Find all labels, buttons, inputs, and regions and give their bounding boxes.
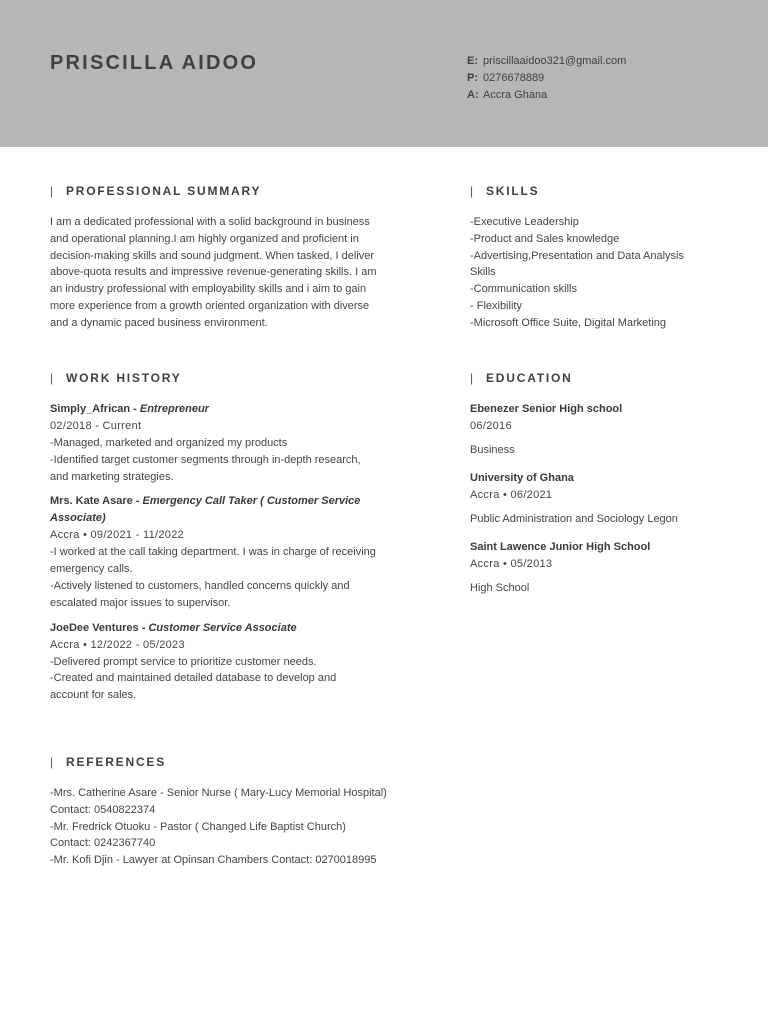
work-history-section xyxy=(50,370,424,704)
job-employer: JoeDee Ventures xyxy=(50,621,139,634)
reference-line: -Mr. Kofi Djin - Lawyer at Opinsan Chambers Contact: 0270018995 xyxy=(50,854,377,867)
references-title: REFERENCES xyxy=(66,755,167,769)
job-title xyxy=(50,620,424,637)
job-bullet: escalated major issues to supervisor. xyxy=(50,596,231,609)
job-role: Emergency Call Taker ( Customer Service Associate) xyxy=(50,495,361,525)
work-heading xyxy=(50,370,424,386)
job-bullet: emergency calls. xyxy=(50,563,133,576)
references-list xyxy=(50,785,424,869)
skills-heading xyxy=(470,183,720,199)
school-desc: High School xyxy=(470,582,530,594)
summary-text xyxy=(50,214,424,332)
education-entry xyxy=(470,401,720,459)
education-list xyxy=(470,401,720,597)
school-meta: Accra • 06/2021 xyxy=(470,489,553,501)
skill-item: -Microsoft Office Suite, Digital Marketing xyxy=(470,316,667,329)
education-section xyxy=(470,370,720,608)
job-title xyxy=(50,493,380,527)
header-band xyxy=(0,0,768,147)
job-separator: - xyxy=(132,495,143,508)
contact-block xyxy=(467,53,626,104)
job-meta: Accra • 09/2021 - 11/2022 xyxy=(50,529,185,542)
education-heading xyxy=(470,370,720,386)
section-marker: | xyxy=(50,755,54,769)
address-key: A: xyxy=(467,89,479,101)
job-title xyxy=(50,401,424,418)
reference-line: Contact: 0540822374 xyxy=(50,803,156,816)
education-title: EDUCATION xyxy=(486,371,573,385)
school-meta: 06/2016 xyxy=(470,420,512,432)
job-entry xyxy=(50,401,424,485)
job-bullet: -I worked at the call taking department. I was in charge of receiving xyxy=(50,546,376,559)
school-meta: Accra • 05/2013 xyxy=(470,558,553,570)
school-name: Saint Lawence Junior High School xyxy=(470,541,651,553)
job-bullet: -Managed, marketed and organized my products xyxy=(50,437,288,449)
job-bullet: and marketing strategies. xyxy=(50,470,174,483)
reference-line: -Mrs. Catherine Asare - Senior Nurse ( Mary-Lucy Memorial Hospital) xyxy=(50,787,387,799)
job-bullets xyxy=(50,544,424,611)
skill-item: -Communication skills xyxy=(470,283,577,296)
job-bullet: -Identified target customer segments through in-depth research, xyxy=(50,453,361,466)
job-entry xyxy=(50,620,424,704)
skill-item: - Flexibility xyxy=(470,299,522,312)
section-marker: | xyxy=(50,184,54,198)
job-bullet: account for sales. xyxy=(50,689,137,702)
job-meta: 02/2018 - Current xyxy=(50,420,142,432)
email-key: E: xyxy=(467,55,478,67)
job-bullet: -Delivered prompt service to prioritize customer needs. xyxy=(50,655,317,668)
school-desc: Public Administration and Sociology Legon xyxy=(470,513,678,525)
job-bullets xyxy=(50,435,424,485)
summary-line: above-quota results and impressive revenue-generating skills. I am xyxy=(50,266,377,279)
skills-section xyxy=(470,183,720,332)
job-employer: Simply_African xyxy=(50,403,131,415)
job-list xyxy=(50,401,424,704)
summary-title: PROFESSIONAL SUMMARY xyxy=(66,184,262,198)
job-role: Entrepreneur xyxy=(139,403,209,415)
summary-line: an industry professional with employability skills and i aim to gain xyxy=(50,283,367,296)
job-bullet: -Actively listened to customers, handled concerns quickly and xyxy=(50,579,350,592)
reference-line: Contact: 0242367740 xyxy=(50,837,156,850)
section-marker: | xyxy=(470,184,474,198)
references-section xyxy=(50,754,424,869)
school-name: Ebenezer Senior High school xyxy=(470,403,623,415)
job-role: Customer Service Associate xyxy=(148,621,297,634)
summary-line: I am a dedicated professional with a solid background in business xyxy=(50,216,370,228)
skill-item: -Product and Sales knowledge xyxy=(470,232,620,245)
job-separator: - xyxy=(130,403,140,415)
work-title: WORK HISTORY xyxy=(66,371,182,385)
references-heading xyxy=(50,754,424,770)
section-marker: | xyxy=(470,371,474,385)
summary-line: and operational planning.I am highly organized and proficient in xyxy=(50,232,359,245)
contact-phone-row xyxy=(467,70,626,87)
job-employer: Mrs. Kate Asare xyxy=(50,495,133,508)
job-bullets xyxy=(50,654,424,704)
summary-heading xyxy=(50,183,424,199)
skill-item: -Executive Leadership xyxy=(470,216,579,228)
email-value: priscillaaidoo321@gmail.com xyxy=(483,55,627,67)
education-entry xyxy=(470,470,720,528)
contact-email-row xyxy=(467,53,626,70)
summary-section xyxy=(50,183,424,332)
skills-list xyxy=(470,214,720,332)
candidate-name: PRISCILLA AIDOO xyxy=(50,52,259,74)
job-separator: - xyxy=(138,621,149,634)
summary-line: and a dynamic paced business environment. xyxy=(50,316,268,329)
address-value: Accra Ghana xyxy=(483,89,548,101)
skill-item: -Advertising,Presentation and Data Analysis xyxy=(470,249,685,262)
school-desc: Business xyxy=(470,444,515,456)
summary-line: more experience from a growth oriented organization with diverse xyxy=(50,299,370,312)
job-entry xyxy=(50,493,424,611)
school-name: University of Ghana xyxy=(470,472,574,484)
section-marker: | xyxy=(50,371,54,385)
skills-title: SKILLS xyxy=(486,184,540,198)
reference-line: -Mr. Fredrick Otuoku - Pastor ( Changed Life Baptist Church) xyxy=(50,820,346,833)
contact-address-row xyxy=(467,87,626,104)
education-entry xyxy=(470,539,720,597)
phone-value: 0276678889 xyxy=(483,72,545,84)
job-bullet: -Created and maintained detailed database to develop and xyxy=(50,672,337,685)
job-meta: Accra • 12/2022 - 05/2023 xyxy=(50,638,185,651)
skill-item: Skills xyxy=(470,266,496,279)
phone-key: P: xyxy=(467,72,478,84)
summary-line: decision-making skills and sound judgment. When tasked, I deliver xyxy=(50,249,375,262)
